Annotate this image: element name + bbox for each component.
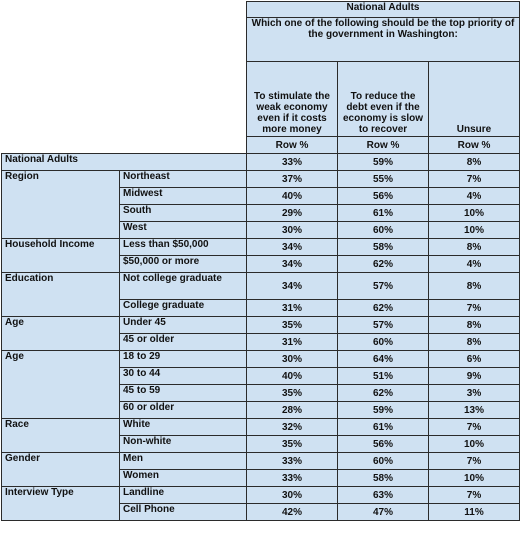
question-header: Which one of the following should be the top priority of the government in Washington:	[247, 18, 520, 62]
cell-reduce-debt: 58%	[338, 470, 429, 487]
row-sub-label: Midwest	[120, 188, 247, 205]
cell-reduce-debt: 63%	[338, 487, 429, 504]
unit-label: Row %	[429, 137, 520, 154]
cell-stimulate: 30%	[247, 351, 338, 368]
row-sub-label: White	[120, 419, 247, 436]
cell-reduce-debt: 60%	[338, 453, 429, 470]
cell-stimulate: 28%	[247, 402, 338, 419]
cell-unsure: 9%	[429, 368, 520, 385]
row-sub-label: Cell Phone	[120, 504, 247, 521]
cell-reduce-debt: 47%	[338, 504, 429, 521]
row-sub-label: 30 to 44	[120, 368, 247, 385]
row-sub-label: Under 45	[120, 317, 247, 334]
cell-unsure: 7%	[429, 300, 520, 317]
cell-unsure: 4%	[429, 188, 520, 205]
cell-stimulate: 40%	[247, 188, 338, 205]
cell-reduce-debt: 62%	[338, 300, 429, 317]
cell-stimulate: 34%	[247, 256, 338, 273]
cell-unsure: 3%	[429, 385, 520, 402]
cell-stimulate: 35%	[247, 385, 338, 402]
blank-corner	[2, 2, 247, 154]
cell-reduce-debt: 58%	[338, 239, 429, 256]
cell-unsure: 8%	[429, 317, 520, 334]
unit-label: Row %	[338, 137, 429, 154]
column-header-unsure: Unsure	[429, 62, 520, 137]
cell-reduce-debt: 55%	[338, 171, 429, 188]
cell-stimulate: 42%	[247, 504, 338, 521]
cell-stimulate: 34%	[247, 273, 338, 300]
cell-unsure: 8%	[429, 273, 520, 300]
cell-unsure: 10%	[429, 470, 520, 487]
crosstab-table	[1, 1, 520, 521]
row-sub-label: Northeast	[120, 171, 247, 188]
row-sub-label: West	[120, 222, 247, 239]
row-group-label: Age	[2, 317, 120, 351]
row-sub-label: Landline	[120, 487, 247, 504]
row-group-label: Interview Type	[2, 487, 120, 521]
row-group-label: Education	[2, 273, 120, 317]
cell-unsure: 7%	[429, 419, 520, 436]
cell-stimulate: 33%	[247, 154, 338, 171]
cell-stimulate: 37%	[247, 171, 338, 188]
cell-stimulate: 31%	[247, 300, 338, 317]
cell-unsure: 6%	[429, 351, 520, 368]
cell-unsure: 7%	[429, 487, 520, 504]
cell-unsure: 10%	[429, 205, 520, 222]
cell-reduce-debt: 59%	[338, 402, 429, 419]
cell-reduce-debt: 59%	[338, 154, 429, 171]
row-group-label: Race	[2, 419, 120, 453]
row-sub-label: Not college graduate	[120, 273, 247, 300]
column-header-reduce-debt: To reduce the debt even if the economy is slow to recover	[338, 62, 429, 137]
cell-reduce-debt: 60%	[338, 334, 429, 351]
row-group-label: Age	[2, 351, 120, 419]
cell-unsure: 11%	[429, 504, 520, 521]
row-sub-label: College graduate	[120, 300, 247, 317]
cell-reduce-debt: 60%	[338, 222, 429, 239]
row-sub-label: 18 to 29	[120, 351, 247, 368]
row-sub-label: 45 to 59	[120, 385, 247, 402]
row-sub-label: 45 or older	[120, 334, 247, 351]
cell-stimulate: 29%	[247, 205, 338, 222]
row-sub-label: $50,000 or more	[120, 256, 247, 273]
cell-reduce-debt: 51%	[338, 368, 429, 385]
cell-stimulate: 33%	[247, 453, 338, 470]
cell-unsure: 13%	[429, 402, 520, 419]
cell-stimulate: 31%	[247, 334, 338, 351]
column-header-stimulate: To stimulate the weak economy even if it costs more money	[247, 62, 338, 137]
cell-unsure: 8%	[429, 239, 520, 256]
row-sub-label: South	[120, 205, 247, 222]
cell-stimulate: 30%	[247, 487, 338, 504]
cell-unsure: 10%	[429, 222, 520, 239]
row-group-label: National Adults	[2, 154, 247, 171]
row-sub-label: Men	[120, 453, 247, 470]
row-group-label: Region	[2, 171, 120, 239]
cell-reduce-debt: 56%	[338, 188, 429, 205]
cell-stimulate: 35%	[247, 436, 338, 453]
cell-reduce-debt: 57%	[338, 317, 429, 334]
row-group-label: Household Income	[2, 239, 120, 273]
unit-label: Row %	[247, 137, 338, 154]
cell-stimulate: 30%	[247, 222, 338, 239]
row-sub-label: Non-white	[120, 436, 247, 453]
cell-unsure: 10%	[429, 436, 520, 453]
cell-reduce-debt: 64%	[338, 351, 429, 368]
cell-stimulate: 33%	[247, 470, 338, 487]
cell-stimulate: 40%	[247, 368, 338, 385]
row-sub-label: 60 or older	[120, 402, 247, 419]
cell-unsure: 7%	[429, 171, 520, 188]
cell-unsure: 7%	[429, 453, 520, 470]
cell-reduce-debt: 62%	[338, 385, 429, 402]
cell-stimulate: 35%	[247, 317, 338, 334]
cell-unsure: 4%	[429, 256, 520, 273]
cell-reduce-debt: 61%	[338, 205, 429, 222]
population-header: National Adults	[247, 2, 520, 18]
row-group-label: Gender	[2, 453, 120, 487]
cell-unsure: 8%	[429, 154, 520, 171]
cell-reduce-debt: 56%	[338, 436, 429, 453]
row-sub-label: Women	[120, 470, 247, 487]
cell-stimulate: 32%	[247, 419, 338, 436]
cell-reduce-debt: 61%	[338, 419, 429, 436]
cell-reduce-debt: 57%	[338, 273, 429, 300]
cell-reduce-debt: 62%	[338, 256, 429, 273]
row-sub-label: Less than $50,000	[120, 239, 247, 256]
cell-unsure: 8%	[429, 334, 520, 351]
cell-stimulate: 34%	[247, 239, 338, 256]
